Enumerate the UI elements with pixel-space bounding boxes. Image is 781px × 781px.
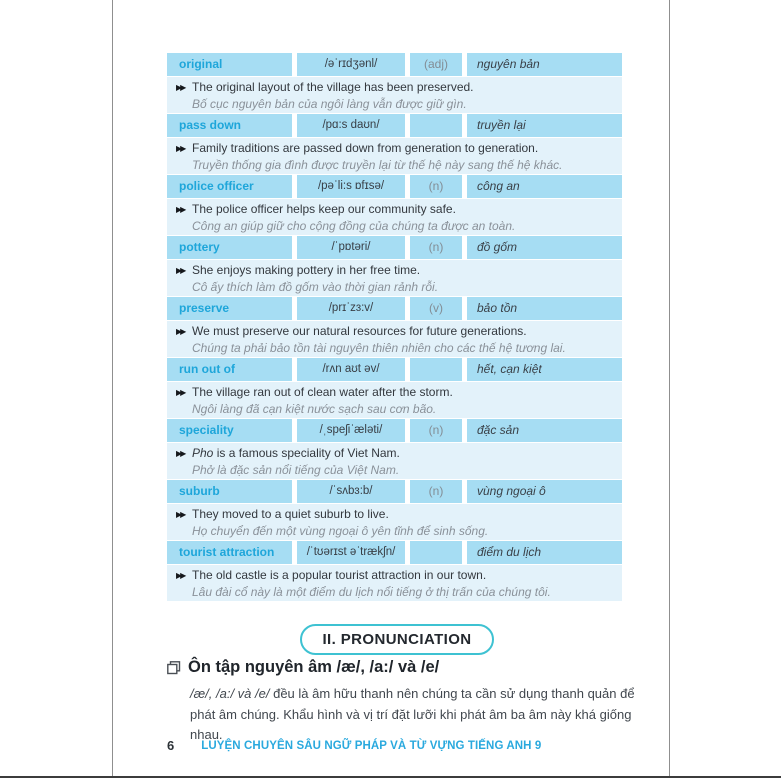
- term-meaning-vietnamese: đặc sản: [467, 419, 622, 442]
- example-vietnamese: Chúng ta phải bảo tồn tài nguyên thiên nhiên cho các thế hệ tương lai.: [192, 341, 566, 355]
- page-number: 6: [167, 738, 175, 753]
- vocabulary-table: [167, 53, 622, 602]
- vocab-entry: [167, 175, 622, 235]
- term-ipa: /pəˈli:s ɒfɪsə/: [297, 175, 405, 198]
- example-row: [167, 321, 622, 357]
- example-text: [192, 506, 614, 540]
- example-vietnamese: Phở là đặc sản nổi tiếng của Việt Nam.: [192, 463, 400, 477]
- term-meaning-vietnamese: điểm du lịch: [467, 541, 622, 564]
- example-text: [192, 384, 614, 418]
- term-word: pass down: [167, 114, 292, 137]
- example-row: [167, 199, 622, 235]
- book-title: LUYỆN CHUYÊN SÂU NGỮ PHÁP VÀ TỪ VỰNG TIẾNG ANH 9: [201, 739, 542, 752]
- example-english: [192, 567, 614, 584]
- pronunciation-paragraph: [190, 684, 658, 746]
- example-row: [167, 382, 622, 418]
- term-part-of-speech: (adj): [410, 53, 462, 76]
- term-ipa: /ˈsʌbɜ:b/: [297, 480, 405, 503]
- term-row: [167, 175, 622, 198]
- vocab-entry: [167, 297, 622, 357]
- example-english-text: She enjoys making pottery in her free time.: [192, 263, 421, 277]
- page-left-edge-line: [112, 0, 113, 777]
- vocab-entry: [167, 419, 622, 479]
- term-word: preserve: [167, 297, 292, 320]
- fast-forward-icon: ▶▶: [176, 510, 185, 519]
- example-english-text: The original layout of the village has been preserved.: [192, 80, 474, 94]
- fast-forward-icon: ▶▶: [176, 83, 185, 92]
- example-vietnamese: Họ chuyển đến một vùng ngoại ô yên tĩnh để sinh sống.: [192, 524, 489, 538]
- term-part-of-speech: [410, 358, 462, 381]
- example-english-text: We must preserve our natural resources for future generations.: [192, 324, 527, 338]
- example-row: [167, 443, 622, 479]
- example-row: [167, 77, 622, 113]
- example-english: [192, 323, 614, 340]
- pronunciation-subheading: [167, 658, 439, 677]
- term-meaning-vietnamese: hết, cạn kiệt: [467, 358, 622, 381]
- pronunciation-paragraph-ipa: /æ/, /a:/ và /e/: [190, 686, 270, 701]
- term-row: [167, 480, 622, 503]
- example-english-text: The village ran out of clean water after the storm.: [192, 385, 453, 399]
- example-english-text: The police officer helps keep our community safe.: [192, 202, 456, 216]
- term-ipa: /ˌspeʃiˈæləti/: [297, 419, 405, 442]
- example-row: [167, 138, 622, 174]
- example-row: [167, 504, 622, 540]
- term-word: tourist attraction: [167, 541, 292, 564]
- term-meaning-vietnamese: công an: [467, 175, 622, 198]
- term-part-of-speech: [410, 114, 462, 137]
- term-word: police officer: [167, 175, 292, 198]
- fast-forward-icon: ▶▶: [176, 388, 185, 397]
- term-part-of-speech: (n): [410, 175, 462, 198]
- example-english-text: The old castle is a popular tourist attraction in our town.: [192, 568, 487, 582]
- term-word: speciality: [167, 419, 292, 442]
- example-english-text: They moved to a quiet suburb to live.: [192, 507, 389, 521]
- fast-forward-icon: ▶▶: [176, 449, 185, 458]
- term-ipa: /pɑ:s daʊn/: [297, 114, 405, 137]
- example-vietnamese: Ngôi làng đã cạn kiệt nước sạch sau cơn bão.: [192, 402, 437, 416]
- example-english: [192, 140, 614, 157]
- example-row: [167, 260, 622, 296]
- example-row: [167, 565, 622, 601]
- example-english-text: is a famous speciality of Viet Nam.: [213, 446, 400, 460]
- overlapping-pages-icon: [167, 661, 181, 675]
- term-row: [167, 419, 622, 442]
- example-english: [192, 506, 614, 523]
- term-word: suburb: [167, 480, 292, 503]
- example-text: [192, 445, 614, 479]
- term-word: pottery: [167, 236, 292, 259]
- fast-forward-icon: ▶▶: [176, 266, 185, 275]
- term-part-of-speech: (v): [410, 297, 462, 320]
- term-meaning-vietnamese: đồ gốm: [467, 236, 622, 259]
- term-part-of-speech: [410, 541, 462, 564]
- term-part-of-speech: (n): [410, 419, 462, 442]
- example-text: [192, 323, 614, 357]
- term-row: [167, 297, 622, 320]
- example-vietnamese: Công an giúp giữ cho cộng đồng của chúng ta được an toàn.: [192, 219, 516, 233]
- term-word: run out of: [167, 358, 292, 381]
- term-word: original: [167, 53, 292, 76]
- term-row: [167, 114, 622, 137]
- term-row: [167, 53, 622, 76]
- term-ipa: /ˈtʊərɪst əˈtrækʃn/: [297, 541, 405, 564]
- term-part-of-speech: (n): [410, 236, 462, 259]
- term-meaning-vietnamese: nguyên bản: [467, 53, 622, 76]
- example-text: [192, 79, 614, 113]
- example-text: [192, 262, 614, 296]
- example-text: [192, 567, 614, 601]
- term-meaning-vietnamese: vùng ngoại ô: [467, 480, 622, 503]
- page-footer: [167, 738, 541, 753]
- fast-forward-icon: ▶▶: [176, 571, 185, 580]
- fast-forward-icon: ▶▶: [176, 205, 185, 214]
- example-text: [192, 201, 614, 235]
- vocab-entry: [167, 114, 622, 174]
- pronunciation-paragraph-text: đều là âm hữu thanh nên chúng ta cần sử dụng thanh quản để phát âm chúng. Khẩu hình và vị trí đặt lưỡi khi phát âm ba âm này khá giống nhau.: [190, 686, 635, 742]
- page-right-edge-line: [669, 0, 670, 777]
- fast-forward-icon: ▶▶: [176, 327, 185, 336]
- term-part-of-speech: (n): [410, 480, 462, 503]
- term-ipa: /prɪˈzɜ:v/: [297, 297, 405, 320]
- term-row: [167, 236, 622, 259]
- example-english: [192, 262, 614, 279]
- vocab-entry: [167, 236, 622, 296]
- term-row: [167, 541, 622, 564]
- vocab-entry: [167, 358, 622, 418]
- term-row: [167, 358, 622, 381]
- example-english: [192, 79, 614, 96]
- example-vietnamese: Lâu đài cổ này là một điểm du lịch nổi tiếng ở thị trấn của chúng tôi.: [192, 585, 551, 599]
- example-english-text: Family traditions are passed down from generation to generation.: [192, 141, 539, 155]
- example-english-italic: Pho: [192, 446, 214, 460]
- example-text: [192, 140, 614, 174]
- pronunciation-subheading-text: Ôn tập nguyên âm /æ/, /a:/ và /e/: [188, 658, 440, 676]
- example-english: [192, 445, 614, 462]
- vocab-entry: [167, 53, 622, 113]
- fast-forward-icon: ▶▶: [176, 144, 185, 153]
- example-vietnamese: Truyền thống gia đình được truyền lại từ thế hệ này sang thế hệ khác.: [192, 158, 563, 172]
- example-english: [192, 201, 614, 218]
- term-ipa: /rʌn aʊt əv/: [297, 358, 405, 381]
- bottom-border-line: [0, 776, 781, 778]
- vocab-entry: [167, 480, 622, 540]
- term-ipa: /ˈpɒtəri/: [297, 236, 405, 259]
- example-vietnamese: Cô ấy thích làm đồ gốm vào thời gian rảnh rỗi.: [192, 280, 439, 294]
- term-meaning-vietnamese: truyền lại: [467, 114, 622, 137]
- example-english: [192, 384, 614, 401]
- term-ipa: /əˈrɪdʒənl/: [297, 53, 405, 76]
- term-meaning-vietnamese: bảo tồn: [467, 297, 622, 320]
- section-badge-pronunciation: II. PRONUNCIATION: [300, 624, 494, 655]
- vocab-entry: [167, 541, 622, 601]
- example-vietnamese: Bố cục nguyên bản của ngôi làng vẫn được giữ gìn.: [192, 97, 467, 111]
